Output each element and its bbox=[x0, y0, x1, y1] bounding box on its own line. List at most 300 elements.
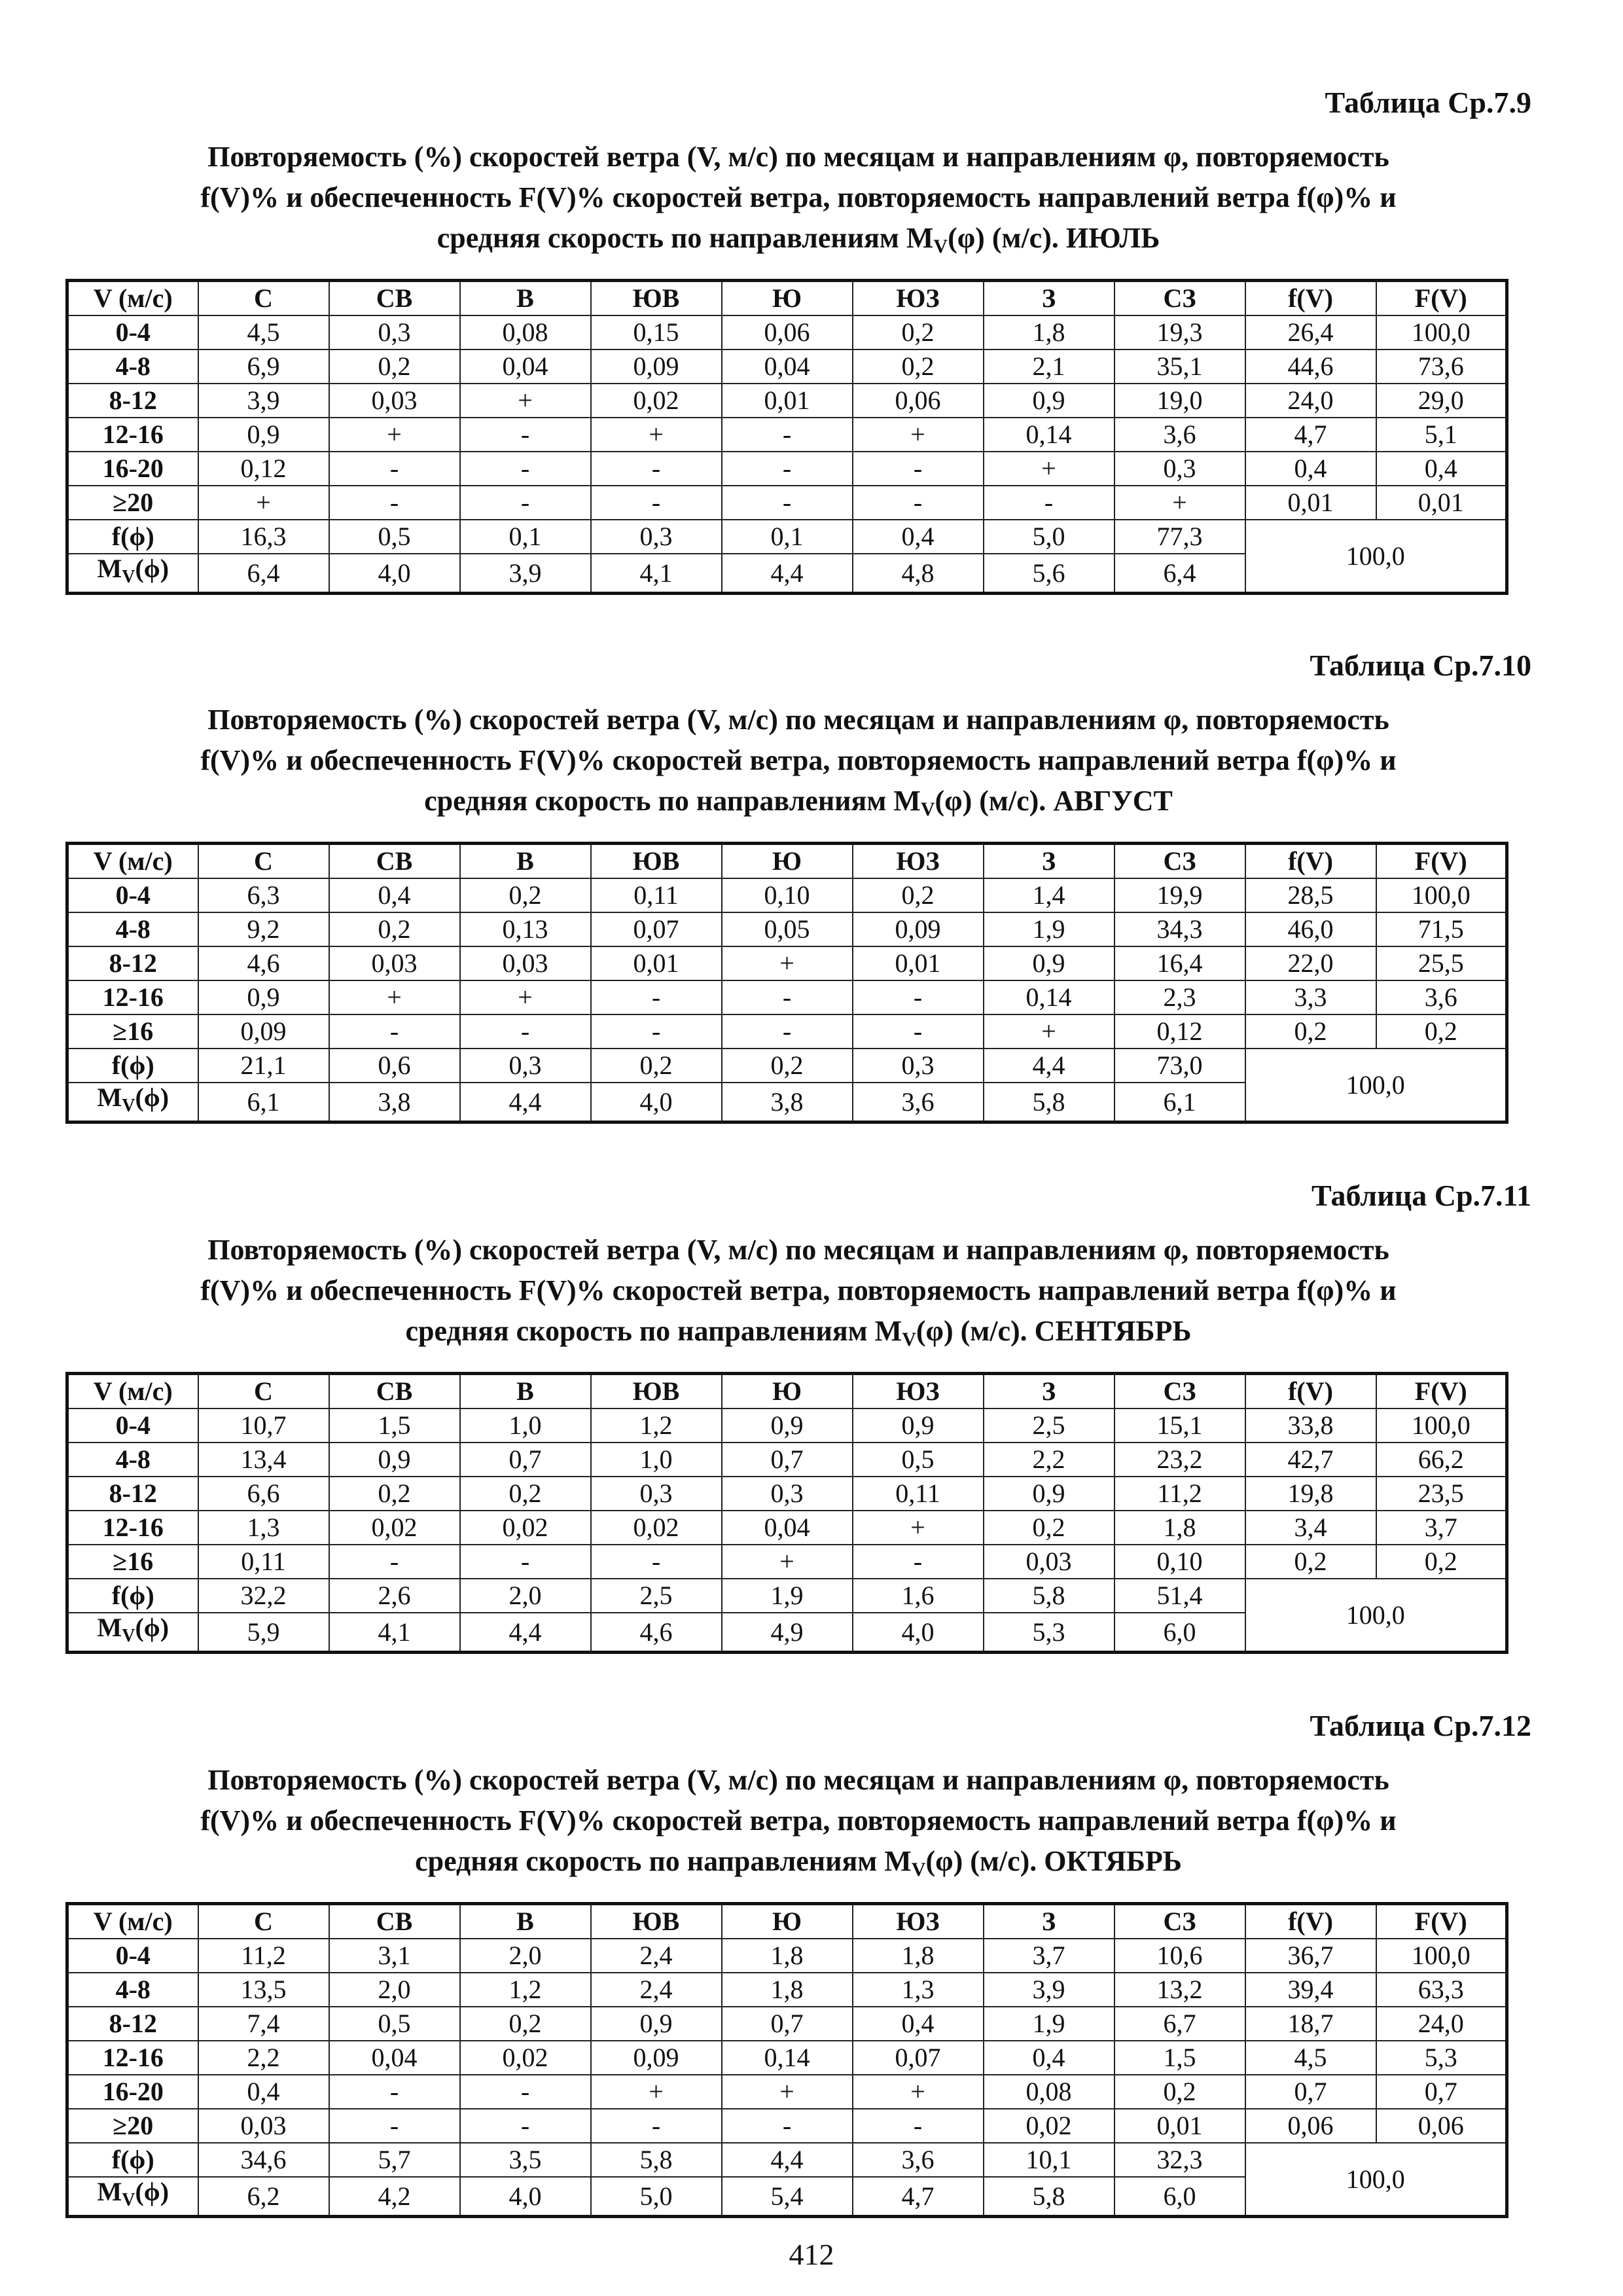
title-text: (φ) (м/с). bbox=[925, 1845, 1037, 1877]
title-line bbox=[65, 1311, 1531, 1360]
title-text: (φ) (м/с). bbox=[935, 785, 1046, 817]
table-cell: 6,0 bbox=[1115, 1613, 1245, 1653]
table-cell: - bbox=[722, 486, 853, 520]
table-cell: 100,0 bbox=[1376, 1408, 1507, 1443]
table-cell: 0,02 bbox=[460, 1511, 591, 1545]
table-cell: 5,1 bbox=[1376, 418, 1507, 452]
table-cell: 0,2 bbox=[460, 2007, 591, 2041]
table-cell: 0,12 bbox=[198, 452, 329, 486]
table-cell: 3,1 bbox=[329, 1939, 460, 1973]
table-label: Таблица Ср.7.10 bbox=[1310, 649, 1531, 682]
table-cell: 0,01 bbox=[591, 946, 722, 980]
table-cell: 7,4 bbox=[198, 2007, 329, 2041]
table-cell: 0,7 bbox=[1245, 2075, 1376, 2109]
table-cell: 4,4 bbox=[460, 1083, 591, 1122]
table-cell: 51,4 bbox=[1115, 1579, 1245, 1613]
column-header: З bbox=[984, 1904, 1115, 1939]
table-cell: 0,5 bbox=[329, 520, 460, 554]
table-cell: 9,2 bbox=[198, 912, 329, 946]
table-row bbox=[67, 2007, 1507, 2041]
table-cell: 0,02 bbox=[591, 1511, 722, 1545]
column-header: Ю bbox=[722, 281, 853, 316]
table-row bbox=[67, 1511, 1507, 1545]
table-title bbox=[65, 1760, 1531, 1890]
table-cell: 4,1 bbox=[329, 1613, 460, 1653]
table-cell: 23,2 bbox=[1115, 1443, 1245, 1477]
table-cell: 39,4 bbox=[1245, 1973, 1376, 2007]
row-header: 8-12 bbox=[67, 2007, 198, 2041]
table-cell: - bbox=[460, 2109, 591, 2143]
column-header: СЗ bbox=[1115, 281, 1245, 316]
table-cell: 0,3 bbox=[329, 315, 460, 350]
table-cell: 3,6 bbox=[1115, 418, 1245, 452]
table-cell: 0,9 bbox=[853, 1408, 984, 1443]
table-cell: 16,3 bbox=[198, 520, 329, 554]
title-line: Повторяемость (%) скоростей ветра (V, м/с) по месяцам и направлениям φ, повторяемость bbox=[207, 1234, 1389, 1266]
table-cell: 0,2 bbox=[853, 315, 984, 350]
total-cell: 100,0 bbox=[1245, 1579, 1507, 1653]
table-cell: 0,04 bbox=[460, 350, 591, 384]
table-cell: 3,6 bbox=[853, 2143, 984, 2177]
table-label: Таблица Ср.7.12 bbox=[1310, 1709, 1531, 1742]
table-cell: 1,9 bbox=[984, 912, 1115, 946]
row-header-text: M bbox=[97, 2177, 122, 2206]
table-cell: + bbox=[984, 452, 1115, 486]
title-line bbox=[65, 781, 1531, 830]
table-cell: 0,2 bbox=[329, 350, 460, 384]
title-text: средняя скорость по направлениям M bbox=[424, 785, 921, 817]
table-cell: 5,3 bbox=[984, 1613, 1115, 1653]
table-cell: 13,4 bbox=[198, 1443, 329, 1477]
row-header: f(ϕ) bbox=[67, 520, 198, 554]
table-cell: 4,5 bbox=[1245, 2041, 1376, 2075]
title-line bbox=[65, 218, 1531, 267]
table-cell: 36,7 bbox=[1245, 1939, 1376, 1973]
table-row bbox=[67, 315, 1507, 350]
table-cell: 24,0 bbox=[1376, 2007, 1507, 2041]
row-header-text: M bbox=[97, 1083, 122, 1112]
title-text: средняя скорость по направлениям M bbox=[415, 1845, 912, 1877]
table-cell: 5,8 bbox=[984, 1579, 1115, 1613]
table-row bbox=[67, 1545, 1507, 1579]
title-line bbox=[65, 1841, 1531, 1890]
table-cell: 1,2 bbox=[591, 1408, 722, 1443]
table-cell: 0,01 bbox=[1115, 2109, 1245, 2143]
table-cell: 0,2 bbox=[591, 1049, 722, 1083]
column-header: ЮЗ bbox=[853, 844, 984, 879]
title-month: АВГУСТ bbox=[1053, 785, 1173, 817]
table-cell: - bbox=[591, 452, 722, 486]
table-cell: 0,1 bbox=[460, 520, 591, 554]
table-cell: 0,13 bbox=[460, 912, 591, 946]
table-cell: 0,03 bbox=[984, 1545, 1115, 1579]
row-header: ≥16 bbox=[67, 1545, 198, 1579]
table-row bbox=[67, 1477, 1507, 1511]
table-cell: 15,1 bbox=[1115, 1408, 1245, 1443]
table-row bbox=[67, 2109, 1507, 2143]
table-cell: - bbox=[853, 2109, 984, 2143]
table-cell: 0,6 bbox=[329, 1049, 460, 1083]
row-header: 12-16 bbox=[67, 1511, 198, 1545]
row-header: 0-4 bbox=[67, 1408, 198, 1443]
column-header: СЗ bbox=[1115, 844, 1245, 879]
table-cell: 5,3 bbox=[1376, 2041, 1507, 2075]
table-cell: 0,14 bbox=[984, 418, 1115, 452]
row-header: 16-20 bbox=[67, 2075, 198, 2109]
table-cell: 1,0 bbox=[460, 1408, 591, 1443]
table-header-row bbox=[67, 844, 1507, 879]
column-header: ЮЗ bbox=[853, 1374, 984, 1409]
row-header: 4-8 bbox=[67, 350, 198, 384]
table-block bbox=[65, 1708, 1531, 2218]
table-cell: - bbox=[722, 980, 853, 1014]
table-cell: 0,03 bbox=[329, 946, 460, 980]
table-cell: 3,9 bbox=[984, 1973, 1115, 2007]
table-cell: 1,8 bbox=[853, 1939, 984, 1973]
table-cell: 1,8 bbox=[722, 1973, 853, 2007]
title-month: ИЮЛЬ bbox=[1065, 222, 1160, 254]
row-header: ≥16 bbox=[67, 1014, 198, 1049]
table-cell: 1,8 bbox=[984, 315, 1115, 350]
table-cell: 5,8 bbox=[591, 2143, 722, 2177]
column-header: ЮВ bbox=[591, 1904, 722, 1939]
table-cell: 46,0 bbox=[1245, 912, 1376, 946]
table-cell: 3,7 bbox=[1376, 1511, 1507, 1545]
row-header: f(ϕ) bbox=[67, 1579, 198, 1613]
table-cell: 0,06 bbox=[1245, 2109, 1376, 2143]
table-cell: - bbox=[722, 452, 853, 486]
table-cell: + bbox=[329, 418, 460, 452]
table-cell: 35,1 bbox=[1115, 350, 1245, 384]
table-row bbox=[67, 418, 1507, 452]
table-cell: 4,2 bbox=[329, 2177, 460, 2217]
table-cell: - bbox=[853, 1545, 984, 1579]
table-cell: - bbox=[329, 2109, 460, 2143]
table-cell: 0,08 bbox=[460, 315, 591, 350]
table-cell: 26,4 bbox=[1245, 315, 1376, 350]
table-row bbox=[67, 2075, 1507, 2109]
table-cell: - bbox=[460, 452, 591, 486]
row-header-subscript: V bbox=[122, 567, 135, 587]
table-cell: 0,9 bbox=[329, 1443, 460, 1477]
table-cell: 5,7 bbox=[329, 2143, 460, 2177]
row-header bbox=[67, 554, 198, 594]
table-cell: 22,0 bbox=[1245, 946, 1376, 980]
table-cell: 5,0 bbox=[591, 2177, 722, 2217]
table-cell: 3,8 bbox=[722, 1083, 853, 1122]
table-row bbox=[67, 946, 1507, 980]
table-cell: 3,8 bbox=[329, 1083, 460, 1122]
column-header: С bbox=[198, 1374, 329, 1409]
column-header: V (м/с) bbox=[67, 1904, 198, 1939]
row-header bbox=[67, 1613, 198, 1653]
column-header: С bbox=[198, 1904, 329, 1939]
row-header: 0-4 bbox=[67, 878, 198, 912]
table-label: Таблица Ср.7.9 bbox=[1325, 86, 1531, 119]
table-cell: 2,5 bbox=[984, 1408, 1115, 1443]
table-cell: 3,7 bbox=[984, 1939, 1115, 1973]
table-cell: 0,9 bbox=[984, 1477, 1115, 1511]
table-cell: 0,11 bbox=[853, 1477, 984, 1511]
table-cell: 0,4 bbox=[853, 520, 984, 554]
table-cell: - bbox=[329, 2075, 460, 2109]
table-cell: - bbox=[722, 2109, 853, 2143]
column-header: f(V) bbox=[1245, 1904, 1376, 1939]
table-cell: 23,5 bbox=[1376, 1477, 1507, 1511]
row-header: ≥20 bbox=[67, 2109, 198, 2143]
table-cell: 19,9 bbox=[1115, 878, 1245, 912]
table-cell: 1,5 bbox=[1115, 2041, 1245, 2075]
row-header: 4-8 bbox=[67, 1973, 198, 2007]
column-header: З bbox=[984, 844, 1115, 879]
table-cell: 100,0 bbox=[1376, 315, 1507, 350]
table-cell: 3,9 bbox=[198, 384, 329, 418]
table-cell: 1,4 bbox=[984, 878, 1115, 912]
table-cell: - bbox=[853, 980, 984, 1014]
table-cell: 10,7 bbox=[198, 1408, 329, 1443]
table-cell: 0,2 bbox=[329, 912, 460, 946]
row-header-text: (ϕ) bbox=[135, 1083, 169, 1112]
table-block bbox=[65, 1178, 1531, 1654]
table-cell: + bbox=[722, 1545, 853, 1579]
table-cell: 0,2 bbox=[1376, 1545, 1507, 1579]
table-cell: 1,8 bbox=[722, 1939, 853, 1973]
table-cell: 0,3 bbox=[853, 1049, 984, 1083]
table-cell: 63,3 bbox=[1376, 1973, 1507, 2007]
row-header: 0-4 bbox=[67, 315, 198, 350]
table-cell: - bbox=[984, 486, 1115, 520]
table-cell: 0,04 bbox=[722, 350, 853, 384]
table-cell: 42,7 bbox=[1245, 1443, 1376, 1477]
table-cell: - bbox=[591, 1014, 722, 1049]
table-cell: - bbox=[460, 1014, 591, 1049]
table-cell: 11,2 bbox=[1115, 1477, 1245, 1511]
row-header-text: M bbox=[97, 1613, 122, 1642]
table-cell: 4,8 bbox=[853, 554, 984, 594]
column-header: З bbox=[984, 281, 1115, 316]
table-cell: 0,9 bbox=[198, 980, 329, 1014]
table-cell: 11,2 bbox=[198, 1939, 329, 1973]
title-subscript: V bbox=[920, 798, 935, 820]
row-header-subscript: V bbox=[122, 2190, 135, 2210]
table-cell: 2,2 bbox=[198, 2041, 329, 2075]
table-cell: 0,04 bbox=[722, 1511, 853, 1545]
column-header: В bbox=[460, 844, 591, 879]
page-number: 412 bbox=[789, 2238, 834, 2271]
table-cell: 19,3 bbox=[1115, 315, 1245, 350]
table-cell: 2,0 bbox=[460, 1939, 591, 1973]
table-cell: 10,1 bbox=[984, 2143, 1115, 2177]
table-cell: 100,0 bbox=[1376, 1939, 1507, 1973]
table-row bbox=[67, 1579, 1507, 1613]
table-cell: - bbox=[329, 1545, 460, 1579]
table-cell: 0,03 bbox=[198, 2109, 329, 2143]
table-cell: 0,4 bbox=[853, 2007, 984, 2041]
column-header: F(V) bbox=[1376, 281, 1507, 316]
table-cell: 28,5 bbox=[1245, 878, 1376, 912]
table-cell: 1,8 bbox=[1115, 1511, 1245, 1545]
table-cell: 0,08 bbox=[984, 2075, 1115, 2109]
column-header: В bbox=[460, 1904, 591, 1939]
table-cell: 2,3 bbox=[1115, 980, 1245, 1014]
table-cell: 0,2 bbox=[1245, 1014, 1376, 1049]
table-cell: 5,4 bbox=[722, 2177, 853, 2217]
table-cell: 73,6 bbox=[1376, 350, 1507, 384]
table-cell: + bbox=[853, 2075, 984, 2109]
table-cell: 0,15 bbox=[591, 315, 722, 350]
table-row bbox=[67, 1939, 1507, 1973]
row-header bbox=[67, 1083, 198, 1122]
title-month: СЕНТЯБРЬ bbox=[1034, 1315, 1192, 1347]
title-text: (φ) (м/с). bbox=[948, 222, 1059, 254]
table-cell: 0,02 bbox=[984, 2109, 1115, 2143]
table-cell: + bbox=[591, 2075, 722, 2109]
table-cell: 1,6 bbox=[853, 1579, 984, 1613]
table-cell: 0,01 bbox=[853, 946, 984, 980]
table-cell: 0,06 bbox=[853, 384, 984, 418]
column-header: Ю bbox=[722, 1374, 853, 1409]
table-cell: 4,1 bbox=[591, 554, 722, 594]
table-cell: 0,02 bbox=[329, 1511, 460, 1545]
table-cell: + bbox=[1115, 486, 1245, 520]
table-cell: 4,7 bbox=[853, 2177, 984, 2217]
table-cell: + bbox=[984, 1014, 1115, 1049]
column-header: Ю bbox=[722, 844, 853, 879]
table-cell: 0,2 bbox=[853, 878, 984, 912]
table-cell: - bbox=[591, 1545, 722, 1579]
table-cell: 34,6 bbox=[198, 2143, 329, 2177]
table-cell: 0,1 bbox=[722, 520, 853, 554]
table-cell: + bbox=[329, 980, 460, 1014]
table-cell: 0,7 bbox=[722, 1443, 853, 1477]
column-header: ЮВ bbox=[591, 844, 722, 879]
table-cell: 6,1 bbox=[1115, 1083, 1245, 1122]
total-cell: 100,0 bbox=[1245, 1049, 1507, 1122]
table-cell: 4,5 bbox=[198, 315, 329, 350]
title-line: Повторяемость (%) скоростей ветра (V, м/с) по месяцам и направлениям φ, повторяемость bbox=[207, 704, 1389, 736]
column-header: СВ bbox=[329, 281, 460, 316]
table-title bbox=[65, 700, 1531, 830]
column-header: V (м/с) bbox=[67, 844, 198, 879]
table-cell: 2,0 bbox=[460, 1579, 591, 1613]
title-text: средняя скорость по направлениям M bbox=[405, 1315, 902, 1347]
table-cell: 5,0 bbox=[984, 520, 1115, 554]
title-subscript: V bbox=[902, 1329, 916, 1350]
table-cell: - bbox=[722, 1014, 853, 1049]
table-cell: 0,9 bbox=[591, 2007, 722, 2041]
table-cell: 0,05 bbox=[722, 912, 853, 946]
table-cell: 0,2 bbox=[984, 1511, 1115, 1545]
table-row bbox=[67, 2143, 1507, 2177]
table-cell: 19,8 bbox=[1245, 1477, 1376, 1511]
table-cell: 18,7 bbox=[1245, 2007, 1376, 2041]
table-cell: 1,9 bbox=[984, 2007, 1115, 2041]
table-row bbox=[67, 452, 1507, 486]
table-cell: 0,4 bbox=[1245, 452, 1376, 486]
table-cell: + bbox=[853, 418, 984, 452]
table-cell: - bbox=[460, 418, 591, 452]
table-cell: 32,2 bbox=[198, 1579, 329, 1613]
row-header-subscript: V bbox=[122, 1096, 135, 1116]
table-row bbox=[67, 1443, 1507, 1477]
table-cell: 1,9 bbox=[722, 1579, 853, 1613]
table-cell: 4,4 bbox=[722, 2143, 853, 2177]
column-header: С bbox=[198, 281, 329, 316]
table-cell: 0,12 bbox=[1115, 1014, 1245, 1049]
column-header: СВ bbox=[329, 1904, 460, 1939]
table-cell: + bbox=[853, 1511, 984, 1545]
table-cell: 4,6 bbox=[198, 946, 329, 980]
row-header-text: (ϕ) bbox=[135, 554, 169, 583]
table-cell: 3,5 bbox=[460, 2143, 591, 2177]
table-cell: 33,8 bbox=[1245, 1408, 1376, 1443]
table-cell: 0,14 bbox=[984, 980, 1115, 1014]
table-cell: - bbox=[853, 486, 984, 520]
table-cell: - bbox=[329, 1014, 460, 1049]
wind-table bbox=[65, 1372, 1508, 1654]
table-row bbox=[67, 2041, 1507, 2075]
table-block bbox=[65, 648, 1531, 1124]
table-cell: 0,2 bbox=[722, 1049, 853, 1083]
table-cell: 0,2 bbox=[1376, 1014, 1507, 1049]
table-cell: 0,9 bbox=[722, 1408, 853, 1443]
column-header: V (м/с) bbox=[67, 281, 198, 316]
table-cell: + bbox=[198, 486, 329, 520]
title-line: f(V)% и обеспеченность F(V)% скоростей ветра, повторяемость направлений ветра f(φ)% и bbox=[200, 181, 1397, 213]
column-header: З bbox=[984, 1374, 1115, 1409]
table-cell: 0,11 bbox=[591, 878, 722, 912]
table-cell: 6,6 bbox=[198, 1477, 329, 1511]
table-cell: 6,4 bbox=[198, 554, 329, 594]
column-header: f(V) bbox=[1245, 844, 1376, 879]
table-cell: - bbox=[853, 452, 984, 486]
row-header: 4-8 bbox=[67, 1443, 198, 1477]
column-header: Ю bbox=[722, 1904, 853, 1939]
table-cell: 10,6 bbox=[1115, 1939, 1245, 1973]
table-cell: 4,0 bbox=[329, 554, 460, 594]
table-cell: - bbox=[460, 486, 591, 520]
table-cell: 4,0 bbox=[853, 1613, 984, 1653]
column-header: ЮЗ bbox=[853, 281, 984, 316]
table-cell: - bbox=[460, 1545, 591, 1579]
table-cell: 0,2 bbox=[460, 878, 591, 912]
wind-table bbox=[65, 1902, 1508, 2218]
table-cell: + bbox=[722, 2075, 853, 2109]
column-header: F(V) bbox=[1376, 844, 1507, 879]
table-cell: + bbox=[591, 418, 722, 452]
table-cell: 0,06 bbox=[1376, 2109, 1507, 2143]
total-cell: 100,0 bbox=[1245, 2143, 1507, 2217]
table-cell: 29,0 bbox=[1376, 384, 1507, 418]
table-cell: 0,3 bbox=[722, 1477, 853, 1511]
table-cell: 0,11 bbox=[198, 1545, 329, 1579]
table-cell: 6,2 bbox=[198, 2177, 329, 2217]
table-row bbox=[67, 1408, 1507, 1443]
column-header: ЮВ bbox=[591, 281, 722, 316]
table-cell: 0,03 bbox=[329, 384, 460, 418]
table-cell: 3,9 bbox=[460, 554, 591, 594]
table-cell: 0,7 bbox=[722, 2007, 853, 2041]
column-header: f(V) bbox=[1245, 281, 1376, 316]
table-cell: 0,7 bbox=[460, 1443, 591, 1477]
table-cell: 6,1 bbox=[198, 1083, 329, 1122]
table-cell: 2,2 bbox=[984, 1443, 1115, 1477]
row-header-subscript: V bbox=[122, 1626, 135, 1646]
wind-table bbox=[65, 842, 1508, 1124]
table-cell: 2,1 bbox=[984, 350, 1115, 384]
table-cell: 25,5 bbox=[1376, 946, 1507, 980]
row-header: f(ϕ) bbox=[67, 1049, 198, 1083]
